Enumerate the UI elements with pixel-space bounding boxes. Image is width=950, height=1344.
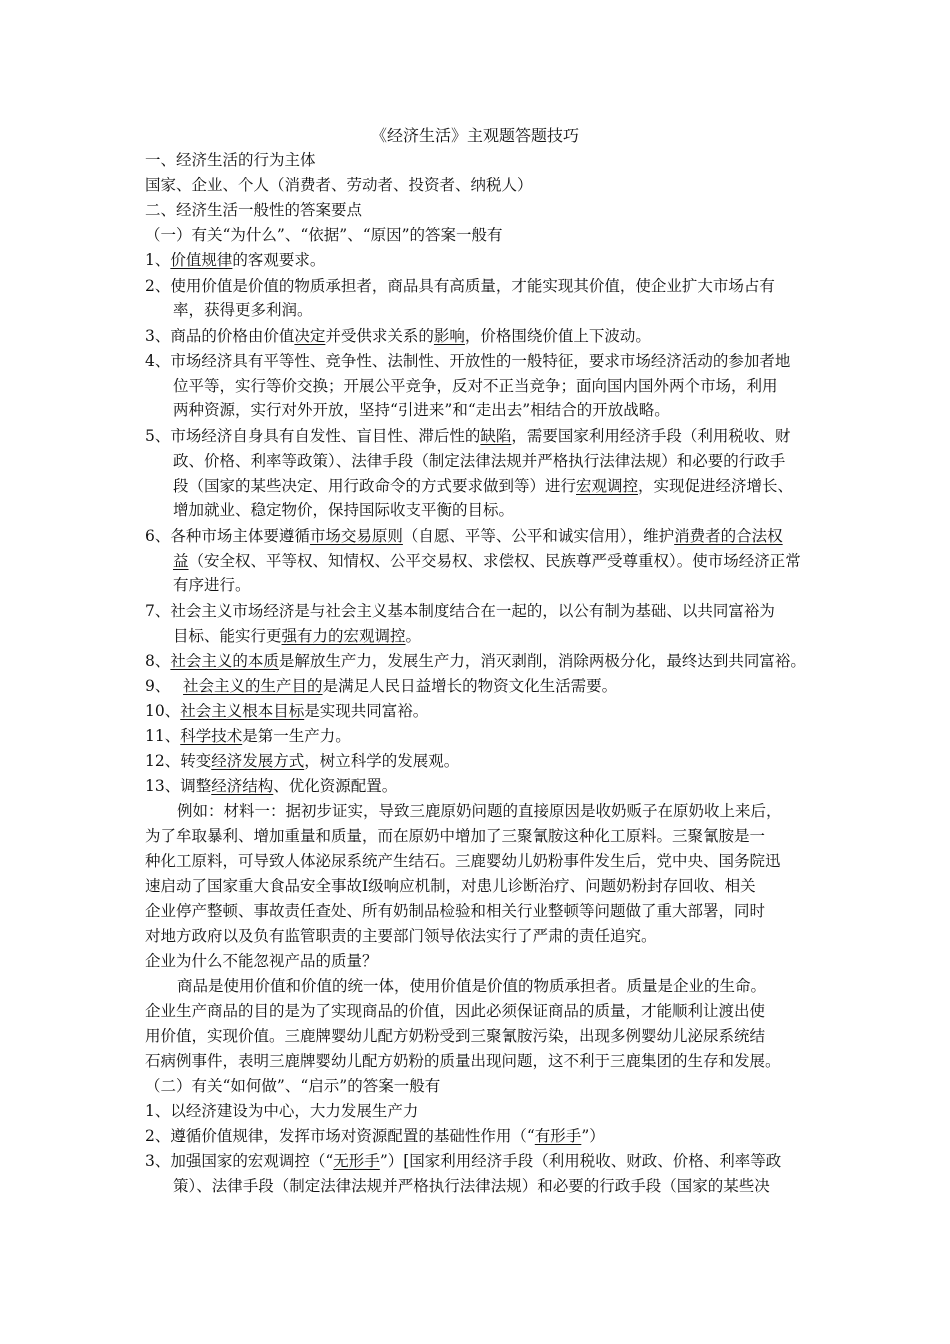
text-segment: 石病例事件，表明三鹿牌婴幼儿配方奶粉的质量出现问题，这不利于三鹿集团的生存和发展。 bbox=[145, 1052, 781, 1070]
text-segment: 用价值，实现价值。三鹿牌婴幼儿配方奶粉受到三聚氰胺污染，出现多例婴幼儿泌尿系统结 bbox=[145, 1027, 766, 1045]
text-line bbox=[145, 849, 825, 873]
text-line bbox=[173, 298, 853, 322]
text-segment: 的客观要求。 bbox=[232, 251, 326, 269]
underlined-term: 价值规律 bbox=[170, 251, 233, 269]
text-segment: 企业生产商品的目的是为了实现商品的价值，因此必须保证商品的质量，才能顺利让渡出使 bbox=[145, 1002, 766, 1020]
underlined-term: 市场交易原则 bbox=[309, 527, 403, 545]
underlined-term: 经济发展方式 bbox=[211, 752, 305, 770]
underlined-term: 无形手 bbox=[333, 1152, 380, 1170]
text-line bbox=[177, 974, 857, 998]
text-segment: 并受供求关系的 bbox=[325, 327, 434, 345]
text-segment: 4、市场经济具有平等性、竞争性、法制性、开放性的一般特征，要求市场经济活动的参加者地 bbox=[145, 352, 791, 370]
text-segment: 两种资源，实行对外开放，坚持“引进来”和“走出去”相结合的开放战略。 bbox=[173, 401, 670, 419]
text-line bbox=[173, 549, 853, 573]
text-segment: 。 bbox=[405, 627, 422, 645]
underlined-term: 社会主义的本质 bbox=[170, 652, 279, 670]
text-line bbox=[177, 799, 857, 823]
text-line bbox=[145, 749, 825, 773]
text-segment: 例如：材料一：据初步证实，导致三鹿原奶问题的直接原因是收奶贩子在原奶收上来后， bbox=[177, 802, 782, 820]
text-segment: 2、遵循价值规律，发挥市场对资源配置的基础性作用（“ bbox=[145, 1127, 535, 1145]
underlined-term: 科学技术 bbox=[180, 727, 243, 745]
text-line bbox=[145, 699, 825, 723]
text-line bbox=[173, 624, 853, 648]
text-segment: 8、 bbox=[145, 652, 171, 670]
text-segment: 12、转变 bbox=[145, 752, 212, 770]
text-line bbox=[145, 899, 825, 923]
text-segment: 是解放生产力，发展生产力，消灭剥削，消除两极分化，最终达到共同富裕。 bbox=[278, 652, 806, 670]
text-segment: 企业为什么不能忽视产品的质量？ bbox=[145, 952, 378, 970]
text-segment: ，实现促进经济增长、 bbox=[638, 477, 794, 495]
text-line bbox=[145, 173, 825, 197]
text-line bbox=[145, 148, 825, 172]
underlined-term: 影响 bbox=[433, 327, 465, 345]
text-segment: ，树立科学的发展观。 bbox=[304, 752, 460, 770]
text-segment: 10、 bbox=[145, 702, 181, 720]
text-segment: 7、社会主义市场经济是与社会主义基本制度结合在一起的，以公有制为基础、以共同富裕为 bbox=[145, 602, 775, 620]
text-line bbox=[173, 474, 853, 498]
underlined-term: 缺陷 bbox=[480, 427, 512, 445]
text-line bbox=[145, 724, 825, 748]
text-segment: 3、加强国家的宏观调控（“ bbox=[145, 1152, 334, 1170]
text-line bbox=[145, 999, 825, 1023]
underlined-term: 决定 bbox=[294, 327, 326, 345]
text-segment: 是第一生产力。 bbox=[242, 727, 351, 745]
text-line bbox=[145, 874, 825, 898]
text-segment: 速启动了国家重大食品安全事故Ⅰ级响应机制，对患儿诊断治疗、问题奶粉封存回收、相关 bbox=[145, 877, 756, 895]
text-line bbox=[145, 198, 825, 222]
text-segment: （二）有关“如何做”、“启示”的答案一般有 bbox=[145, 1077, 441, 1095]
text-segment: 二、经济生活一般性的答案要点 bbox=[145, 201, 363, 219]
text-line bbox=[173, 1174, 853, 1198]
text-segment: 1、 bbox=[145, 251, 171, 269]
text-segment: 11、 bbox=[145, 727, 181, 745]
underlined-term: 消费者的合法权 bbox=[674, 527, 783, 545]
text-segment: 增加就业、稳定物价，保持国际收支平衡的目标。 bbox=[173, 501, 515, 519]
text-segment: 13、调整 bbox=[145, 777, 212, 795]
text-segment: 6、各种市场主体要遵循 bbox=[145, 527, 310, 545]
text-line bbox=[173, 449, 853, 473]
text-line bbox=[145, 223, 825, 247]
text-line bbox=[145, 274, 825, 298]
text-segment: 有序进行。 bbox=[173, 576, 251, 594]
underlined-term: 有形手 bbox=[534, 1127, 582, 1145]
text-line bbox=[173, 498, 853, 522]
text-segment: 目标、能实行更 bbox=[173, 627, 282, 645]
text-segment: 商品是使用价值和价值的统一体，使用价值是价值的物质承担者。质量是企业的生命。 bbox=[177, 977, 767, 995]
text-line bbox=[145, 349, 825, 373]
text-segment: 对地方政府以及负有监管职责的主要部门领导依法实行了严肃的责任追究。 bbox=[145, 927, 657, 945]
text-line bbox=[145, 1024, 825, 1048]
underlined-term: 经济结构 bbox=[211, 777, 274, 795]
text-line bbox=[145, 674, 825, 698]
text-segment: 1、以经济建设为中心，大力发展生产力 bbox=[145, 1102, 419, 1120]
text-segment: ，需要国家利用经济手段（利用税收、财 bbox=[511, 427, 791, 445]
text-segment: （一）有关“为什么”、“依据”、“原因”的答案一般有 bbox=[145, 226, 503, 244]
text-segment: 是满足人民日益增长的物资文化生活需要。 bbox=[322, 677, 618, 695]
text-segment: 一、经济生活的行为主体 bbox=[145, 151, 316, 169]
document-title: 《经济生活》主观题答题技巧 bbox=[370, 126, 579, 145]
text-segment: 政、价格、利率等政策）、法律手段（制定法律法规并严格执行法律法规）和必要的行政手 bbox=[173, 452, 786, 470]
text-line bbox=[145, 248, 825, 272]
text-segment: 5、市场经济自身具有自发性、盲目性、滞后性的 bbox=[145, 427, 481, 445]
text-line bbox=[145, 1149, 825, 1173]
text-segment: 率，获得更多利润。 bbox=[173, 301, 313, 319]
text-line bbox=[145, 1074, 825, 1098]
text-line bbox=[145, 1124, 825, 1148]
text-segment: 段（国家的某些决定、用行政命令的方式要求做到等）进行 bbox=[173, 477, 577, 495]
text-segment: 为了牟取暴利、增加重量和质量，而在原奶中增加了三聚氰胺这种化工原料。三聚氰胺是一 bbox=[145, 827, 766, 845]
underlined-term: 强有力的宏观调控 bbox=[281, 627, 406, 645]
text-line bbox=[145, 649, 825, 673]
text-segment: 种化工原料，可导致人体泌尿系统产生结石。三鹿婴幼儿奶粉事件发生后，党中央、国务院迅 bbox=[145, 852, 781, 870]
text-segment: （安全权、平等权、知情权、公平交易权、求偿权、民族尊严受尊重权）。使市场经济正常 bbox=[188, 552, 801, 570]
text-line bbox=[145, 824, 825, 848]
underlined-term: 社会主义根本目标 bbox=[180, 702, 305, 720]
text-line bbox=[145, 949, 825, 973]
text-segment: 企业停产整顿、事故责任查处、所有奶制品检验和相关行业整顿等问题做了重大部署，同时 bbox=[145, 902, 766, 920]
text-line bbox=[145, 1099, 825, 1123]
text-line bbox=[145, 324, 825, 348]
text-line bbox=[145, 1049, 825, 1073]
text-segment: 国家、企业、个人（消费者、劳动者、投资者、纳税人） bbox=[145, 176, 533, 194]
text-line bbox=[145, 524, 825, 548]
text-line bbox=[145, 774, 825, 798]
text-line bbox=[173, 398, 853, 422]
text-line bbox=[145, 599, 825, 623]
text-segment: 是实现共同富裕。 bbox=[304, 702, 429, 720]
text-segment: ”）[国家利用经济手段（利用税收、财政、价格、利率等政 bbox=[379, 1152, 782, 1170]
underlined-term: 益 bbox=[173, 552, 189, 570]
text-segment: 9、 bbox=[145, 677, 184, 695]
text-segment: 位平等，实行等价交换；开展公平竞争，反对不正当竞争；面向国内国外两个市场，利用 bbox=[173, 377, 778, 395]
text-segment: 2、使用价值是价值的物质承担者，商品具有高质量，才能实现其价值，使企业扩大市场占有 bbox=[145, 277, 775, 295]
text-line bbox=[145, 924, 825, 948]
text-line bbox=[173, 573, 853, 597]
text-segment: ，价格围绕价值上下波动。 bbox=[464, 327, 651, 345]
text-segment: 、优化资源配置。 bbox=[273, 777, 398, 795]
text-segment: 策）、法律手段（制定法律法规并严格执行法律法规）和必要的行政手段（国家的某些决 bbox=[173, 1177, 770, 1195]
underlined-term: 社会主义的生产目的 bbox=[183, 677, 323, 695]
text-segment: （自愿、平等、公平和诚实信用），维护 bbox=[402, 527, 675, 545]
text-segment: 3、商品的价格由价值 bbox=[145, 327, 295, 345]
underlined-term: 宏观调控 bbox=[576, 477, 639, 495]
text-line bbox=[145, 424, 825, 448]
text-segment: ”） bbox=[581, 1127, 605, 1145]
text-line bbox=[173, 374, 853, 398]
